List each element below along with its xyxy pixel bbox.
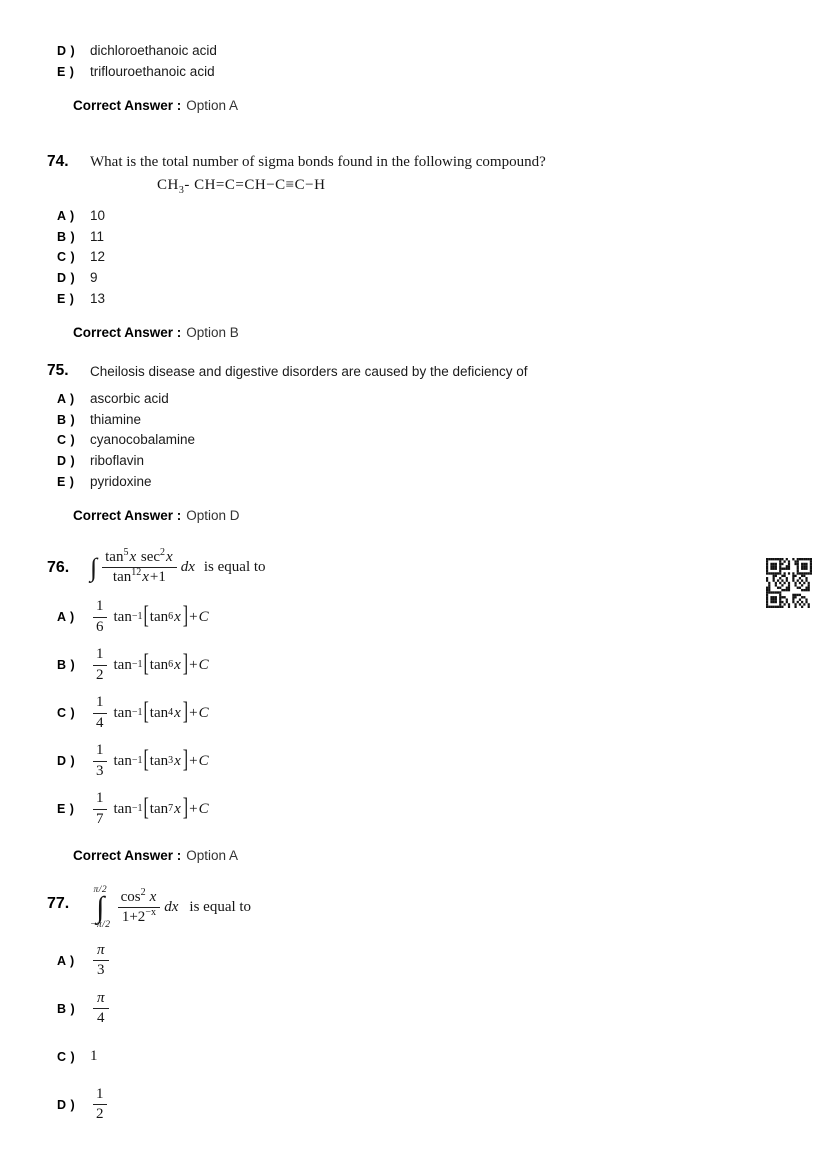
math-text: CH — [157, 177, 179, 194]
correct-answer-label: Correct Answer : — [73, 98, 182, 114]
option-math: $\frac{1}{6}$ tan −1 [ tan 6 x ] + C — [90, 598, 210, 636]
math-text: 1 — [96, 790, 104, 807]
option-label: C ) — [57, 250, 76, 265]
option-label: E ) — [57, 291, 75, 306]
question-math: ∫ $\frac{\tan^5x \sec^2x}{\tan^{12}x+1}$ dx is equal to — [90, 547, 266, 586]
qr-code — [766, 558, 812, 608]
option-text: dichloroethanoic acid — [90, 43, 217, 58]
question-math — [90, 886, 251, 931]
math-text: 1 — [90, 1048, 98, 1065]
option-text: triflouroethanoic acid — [90, 63, 215, 79]
math-text: 1 — [96, 742, 104, 759]
option-text: cyanocobalamine — [90, 432, 196, 448]
correct-answer-value: Option B — [186, 325, 239, 341]
math-text: tan — [149, 656, 169, 673]
option-row — [57, 410, 826, 431]
math-text: 3 — [97, 962, 105, 979]
math-bracket: [ — [143, 795, 149, 822]
math-bracket: ] — [182, 747, 189, 774]
fraction-denominator — [93, 713, 107, 732]
option-math: $\frac{1}{7}$ tan −1 [ tan 7 x ] + C — [90, 790, 210, 828]
fraction-denominator — [102, 567, 177, 586]
option-row — [57, 62, 826, 83]
fraction-numerator — [102, 549, 177, 567]
correct-answer-line — [73, 508, 826, 523]
option-row — [57, 691, 826, 736]
question-block — [47, 41, 826, 113]
correct-answer-label: Correct Answer : — [73, 847, 182, 863]
math-text: tan — [113, 608, 132, 625]
math-text: +1 — [149, 569, 166, 586]
math-fraction — [93, 646, 107, 684]
question-text: Cheilosis disease and digestive disorders are caused by the deficiency of — [90, 364, 528, 380]
option-row — [57, 986, 826, 1031]
option-row — [57, 430, 826, 451]
question-number: 77. — [47, 895, 70, 913]
question-block — [47, 549, 826, 863]
option-row — [57, 472, 826, 493]
math-text: is equal to — [189, 899, 252, 916]
fraction-numerator — [93, 598, 107, 616]
option-label: C ) — [57, 1049, 76, 1064]
math-text: tan — [149, 800, 169, 817]
math-text: 1 — [96, 694, 104, 711]
correct-answer-value: Option A — [186, 98, 239, 114]
option-text: thiamine — [90, 411, 142, 427]
question-stem — [90, 549, 826, 587]
fraction-numerator — [93, 790, 107, 808]
math-subscript: 3 — [178, 185, 185, 197]
option-math — [90, 942, 112, 980]
math-text: + — [189, 656, 198, 673]
math-fraction — [93, 990, 109, 1028]
question-header — [47, 879, 826, 931]
option-label: B ) — [57, 1001, 76, 1016]
math-text: tan — [113, 704, 132, 721]
correct-answer-line — [73, 325, 826, 340]
math-variable: C — [198, 608, 209, 625]
integral-upper-limit: π/2 — [93, 884, 108, 895]
option-label: A ) — [57, 610, 75, 625]
option-row — [57, 227, 826, 248]
math-variable: x — [174, 704, 181, 721]
math-fraction — [102, 549, 177, 587]
option-text: 9 — [90, 269, 98, 285]
math-text: sec — [137, 549, 161, 566]
option-math: $\frac{1}{2}$ tan −1 [ tan 6 x ] + C — [90, 646, 210, 684]
math-text: 3 — [96, 762, 104, 779]
math-fraction — [93, 742, 107, 780]
option-row — [57, 1034, 826, 1079]
option-label: A ) — [57, 209, 75, 224]
math-text: 1 — [96, 1085, 104, 1102]
math-fraction — [93, 694, 107, 732]
fraction-denominator — [93, 617, 107, 636]
math-superscript: 12 — [131, 567, 142, 579]
options-list — [47, 206, 826, 309]
math-text: 4 — [96, 714, 104, 731]
math-text: tan — [149, 752, 169, 769]
option-text: riboflavin — [90, 452, 145, 468]
math-superscript: 2 — [140, 887, 146, 899]
math-bracket: [ — [143, 603, 149, 630]
option-text: 11 — [90, 228, 105, 244]
fraction-denominator — [93, 809, 107, 828]
option-label: D ) — [57, 1097, 76, 1112]
math-superscript: −x — [145, 907, 156, 919]
option-text: ascorbic acid — [90, 391, 169, 407]
math-bracket: [ — [143, 699, 149, 726]
question-number: 75. — [47, 362, 69, 380]
question-block — [47, 153, 826, 340]
option-label: B ) — [57, 412, 76, 427]
math-variable: x — [174, 656, 181, 673]
option-label: C ) — [57, 433, 76, 448]
math-text: tan — [113, 752, 132, 769]
option-text: 10 — [90, 208, 106, 224]
fraction-numerator — [118, 889, 161, 907]
option-row — [57, 206, 826, 227]
math-bracket: [ — [143, 747, 149, 774]
option-label: A ) — [57, 953, 75, 968]
math-text: + — [189, 752, 198, 769]
math-fraction — [93, 790, 107, 828]
question-header — [47, 549, 826, 587]
math-bracket: ] — [182, 603, 189, 630]
math-text: + — [189, 608, 198, 625]
math-text: 4 — [97, 1010, 105, 1027]
fraction-numerator — [93, 1086, 107, 1104]
options-list — [47, 41, 826, 82]
option-math: $\frac{1}{4}$ tan −1 [ tan 4 x ] + C — [90, 694, 210, 732]
options-list — [47, 938, 826, 1127]
option-text: pyridoxine — [90, 473, 152, 489]
option-row — [57, 289, 826, 310]
option-row — [57, 739, 826, 784]
math-fraction — [93, 1086, 107, 1124]
option-row — [57, 389, 826, 410]
math-superscript: 5 — [123, 547, 129, 559]
option-label: E ) — [57, 474, 75, 489]
option-text: 13 — [90, 290, 106, 306]
question-number: 74. — [47, 153, 69, 171]
correct-answer-label: Correct Answer : — [73, 325, 182, 341]
math-bracket: ] — [182, 699, 189, 726]
math-variable: C — [198, 752, 209, 769]
option-text: 12 — [90, 249, 106, 265]
fraction-numerator — [93, 646, 107, 664]
option-label: D ) — [57, 44, 76, 58]
option-math: $\frac{1}{3}$ tan −1 [ tan 3 x ] + C — [90, 742, 210, 780]
math-text: 6 — [96, 618, 104, 635]
math-variable: x — [174, 800, 181, 817]
math-fraction — [93, 942, 109, 980]
question-stem — [90, 153, 826, 171]
math-variable: π — [97, 941, 105, 958]
math-text: is equal to — [203, 559, 266, 576]
option-math — [90, 1086, 110, 1124]
math-text: - CH=C=CH−C≡C−H — [184, 177, 326, 194]
options-list — [47, 595, 826, 832]
question-header — [47, 362, 826, 381]
math-variable: C — [198, 704, 209, 721]
option-row — [57, 595, 826, 640]
option-label: B ) — [57, 658, 76, 673]
qr-code-svg — [766, 558, 812, 608]
math-variable: x — [142, 569, 149, 586]
math-text: 1 — [96, 598, 104, 615]
math-text: 1 — [96, 646, 104, 663]
option-label: E ) — [57, 802, 75, 817]
option-row — [57, 787, 826, 832]
math-variable: dx — [180, 559, 195, 576]
chem-formula — [157, 177, 826, 197]
option-label: D ) — [57, 453, 76, 468]
option-label: C ) — [57, 706, 76, 721]
math-text: tan — [149, 704, 169, 721]
correct-answer-label: Correct Answer : — [73, 508, 182, 524]
math-text: 2 — [96, 1106, 104, 1123]
math-variable: dx — [164, 899, 179, 916]
math-fraction — [93, 598, 107, 636]
fraction-denominator — [118, 907, 161, 926]
math-text: tan — [113, 800, 132, 817]
question-header — [47, 153, 826, 171]
math-text: tan — [105, 549, 124, 566]
fraction-denominator — [93, 1104, 107, 1123]
math-bracket: [ — [143, 651, 149, 678]
fraction-denominator — [93, 1008, 109, 1027]
math-variable: x — [174, 752, 181, 769]
math-variable: x — [129, 549, 137, 566]
option-row — [57, 247, 826, 268]
math-text: tan — [112, 569, 132, 586]
question-number: 76. — [47, 558, 70, 576]
fraction-denominator — [93, 665, 107, 684]
math-text: cos — [120, 889, 141, 906]
option-label: A ) — [57, 392, 75, 407]
math-text: + — [189, 800, 198, 817]
option-label: B ) — [57, 229, 76, 244]
math-variable: x — [174, 608, 181, 625]
math-variable: C — [198, 800, 209, 817]
math-bracket: ] — [182, 651, 189, 678]
math-text: tan — [149, 608, 169, 625]
option-row — [57, 41, 826, 62]
math-variable: π — [97, 989, 105, 1006]
math-text: + — [189, 704, 198, 721]
options-list — [47, 389, 826, 492]
math-superscript: 2 — [160, 547, 166, 559]
correct-answer-value: Option D — [186, 508, 240, 524]
option-row — [57, 268, 826, 289]
fraction-numerator — [93, 942, 109, 960]
option-label: D ) — [57, 270, 76, 285]
correct-answer-line — [73, 848, 826, 863]
option-row — [57, 938, 826, 983]
fraction-numerator — [93, 694, 107, 712]
fraction-denominator — [93, 761, 107, 780]
option-math — [90, 990, 112, 1028]
math-variable: x — [149, 889, 157, 906]
integral-sign: ∫ — [96, 891, 105, 925]
option-math — [90, 1048, 98, 1065]
question-stem — [90, 879, 826, 931]
fraction-denominator — [93, 960, 109, 979]
option-row — [57, 1082, 826, 1127]
option-row — [57, 643, 826, 688]
correct-answer-line — [73, 98, 826, 113]
option-label: E ) — [57, 64, 75, 79]
correct-answer-value: Option A — [186, 847, 239, 863]
math-fraction — [118, 889, 161, 927]
fraction-numerator — [93, 990, 109, 1008]
option-label: D ) — [57, 754, 76, 769]
option-row — [57, 451, 826, 472]
question-text: What is the total number of sigma bonds found in the following compound? — [90, 154, 546, 171]
math-text: tan — [113, 656, 132, 673]
math-bracket: ] — [182, 795, 189, 822]
math-text: 2 — [96, 666, 104, 683]
integral-with-limits — [90, 886, 111, 931]
question-stem — [90, 362, 826, 381]
fraction-numerator — [93, 742, 107, 760]
question-block — [47, 362, 826, 523]
integral-lower-limit: −π/2 — [90, 919, 111, 930]
math-variable: C — [198, 656, 209, 673]
math-text: 1+2 — [121, 909, 146, 926]
math-text: 7 — [96, 810, 104, 827]
math-variable: x — [166, 549, 173, 566]
question-block — [47, 879, 826, 1128]
